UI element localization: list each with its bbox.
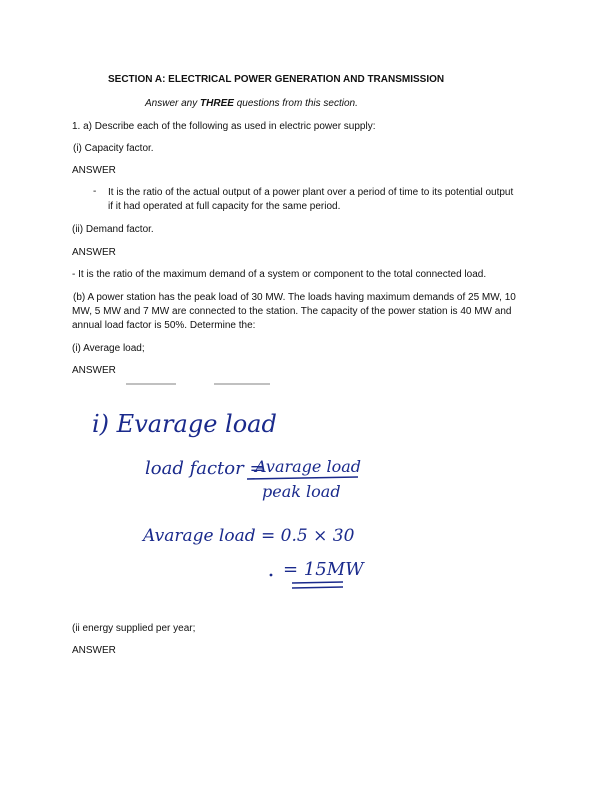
question-1b-line1: (b) A power station has the peak load of 30 MW. The loads having maximum demands of 25 MW, 10 bbox=[73, 292, 516, 303]
answer-label-1: ANSWER bbox=[72, 165, 116, 176]
handwritten-solution bbox=[0, 375, 612, 605]
hw-underline-2 bbox=[292, 587, 343, 588]
answer-label-4: ANSWER bbox=[72, 645, 116, 656]
hw-heading: i) Evarage load bbox=[92, 410, 277, 438]
question-1a: 1. a) Describe each of the following as used in electric power supply: bbox=[72, 121, 376, 132]
answer-i-line1: It is the ratio of the actual output of a power plant over a period of time to its potential output bbox=[108, 187, 514, 198]
sub-average-load: (i) Average load; bbox=[72, 343, 145, 354]
hw-calc: Avarage load = 0.5 × 30 bbox=[143, 526, 355, 546]
answer-label-2: ANSWER bbox=[72, 247, 116, 258]
instruction-suffix: questions from this section. bbox=[233, 98, 358, 109]
hw-formula-denominator: peak load bbox=[262, 482, 341, 501]
hw-dot bbox=[270, 574, 273, 577]
item-capacity-factor: (i) Capacity factor. bbox=[73, 143, 154, 154]
sub-energy-supplied: (ii energy supplied per year; bbox=[72, 623, 196, 634]
section-heading: SECTION A: ELECTRICAL POWER GENERATION AND TRANSMISSION bbox=[108, 74, 445, 85]
hw-formula-lhs: load factor = bbox=[145, 458, 265, 479]
answer-i-dash: - bbox=[93, 186, 97, 197]
question-1b-line2: MW, 5 MW and 7 MW are connected to the station. The capacity of the power station is 40 MW and bbox=[72, 306, 512, 317]
instruction-bold: THREE bbox=[200, 98, 234, 109]
instruction-prefix: Answer any bbox=[145, 98, 201, 109]
hw-result: = 15MW bbox=[283, 559, 364, 580]
answer-ii: - It is the ratio of the maximum demand of a system or component to the total connected load. bbox=[72, 269, 487, 280]
instruction-line bbox=[145, 97, 358, 110]
item-demand-factor: (ii) Demand factor. bbox=[72, 224, 154, 235]
question-1b-line3: annual load factor is 50%. Determine the: bbox=[72, 320, 256, 331]
hw-underline-1 bbox=[292, 582, 343, 583]
answer-label-3: ANSWER bbox=[72, 365, 116, 376]
answer-i-line2: if it had operated at full capacity for the same period. bbox=[108, 201, 341, 212]
hw-formula-numerator: Avarage load bbox=[255, 457, 361, 476]
